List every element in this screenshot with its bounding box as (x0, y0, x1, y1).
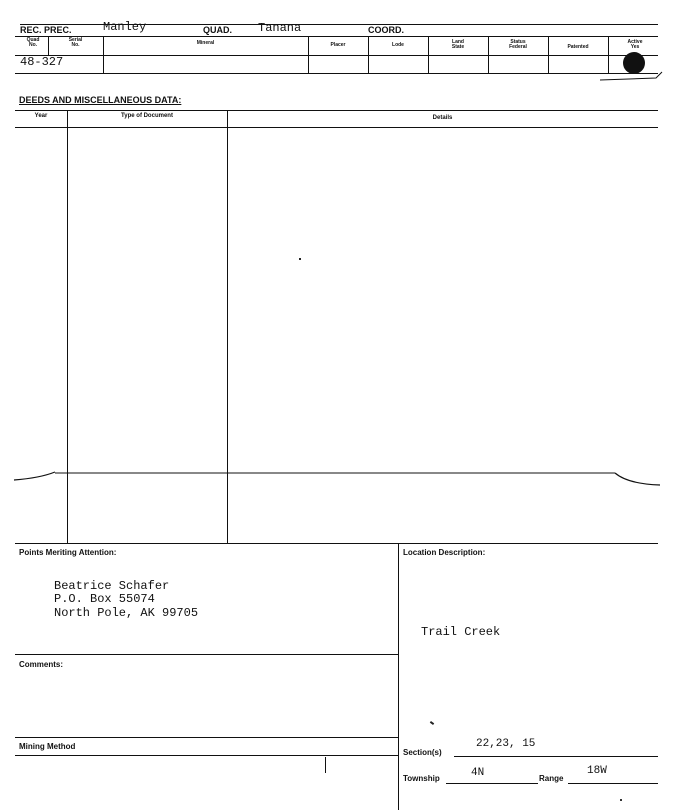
col-serial-no-line1: Serial (68, 37, 83, 43)
stray-mark (299, 258, 301, 260)
points-line-3: North Pole, AK 99705 (54, 606, 199, 620)
rec-prec-value: Manley (103, 20, 147, 34)
deeds-header-top-rule (15, 110, 658, 111)
page-join-line (0, 460, 678, 500)
col-status-federal-line2: Federal (509, 44, 527, 50)
col-active-line1: Active (627, 39, 643, 45)
sections-value: 22,23, 15 (476, 738, 536, 750)
col-patented-header: Patented (567, 44, 589, 50)
lower-section-divider (398, 544, 399, 810)
stray-mark (620, 799, 622, 801)
active-tick-mark (600, 60, 678, 90)
points-line-1: Beatrice Schafer (54, 579, 170, 593)
mining-method-bottom-rule (15, 755, 398, 756)
claim-col-divider (548, 37, 549, 73)
col-serial-no-line2: No. (71, 42, 80, 48)
points-line-2: P.O. Box 55074 (54, 592, 155, 606)
deeds-col-year: Year (34, 113, 48, 119)
sections-underline (454, 756, 658, 757)
col-quad-no-line1: Quad (26, 37, 40, 43)
col-status-federal-header (488, 40, 548, 50)
deeds-section-title: DEEDS AND MISCELLANEOUS DATA: (19, 95, 182, 105)
range-label: Range (539, 774, 564, 783)
comments-top-rule (15, 654, 398, 655)
col-mineral-header: Mineral (196, 40, 215, 46)
lower-section-top-rule (15, 543, 658, 544)
quad-value: Tanana (258, 21, 302, 35)
col-land-state-line1: Land (452, 39, 464, 45)
stray-vertical-mark (325, 757, 326, 773)
col-serial-no-header (48, 38, 103, 48)
deeds-header-bottom-rule (15, 127, 658, 128)
location-label: Location Description: (403, 548, 486, 557)
range-underline (568, 783, 658, 784)
mining-method-label: Mining Method (19, 742, 76, 751)
township-label: Township (403, 774, 440, 783)
coord-label: COORD. (368, 25, 404, 35)
claim-table-bottom-rule (15, 73, 658, 74)
col-quad-no-header (18, 38, 48, 48)
col-quad-no-line2: No. (28, 42, 38, 48)
range-value: 18W (587, 765, 607, 777)
quad-label: QUAD. (203, 25, 232, 35)
mining-method-top-rule (15, 737, 398, 738)
col-status-federal-line1: Status (510, 39, 526, 45)
col-placer-header: Placer (330, 42, 346, 48)
deeds-col-details: Details (432, 115, 453, 121)
header-top-rule (20, 24, 658, 25)
col-land-state-header (428, 40, 488, 50)
col-active-header (612, 40, 658, 50)
comments-label: Comments: (19, 660, 64, 669)
location-value: Trail Creek (421, 625, 501, 639)
header-bottom-rule (15, 36, 658, 37)
sections-label: Section(s) (403, 748, 442, 757)
township-underline (446, 783, 538, 784)
quad-no-value: 48-327 (20, 55, 64, 69)
col-active-line2: Yes (630, 44, 640, 50)
township-value: 4N (471, 767, 485, 779)
stray-mark (430, 721, 434, 725)
claim-table-header-rule (15, 55, 658, 56)
col-land-state-line2: State (451, 44, 465, 50)
col-lode-header: Lode (392, 42, 404, 48)
deeds-col-type: Type of Document (121, 113, 173, 119)
points-label: Points Meriting Attention: (19, 548, 117, 557)
rec-prec-label: REC. PREC. (20, 25, 72, 35)
